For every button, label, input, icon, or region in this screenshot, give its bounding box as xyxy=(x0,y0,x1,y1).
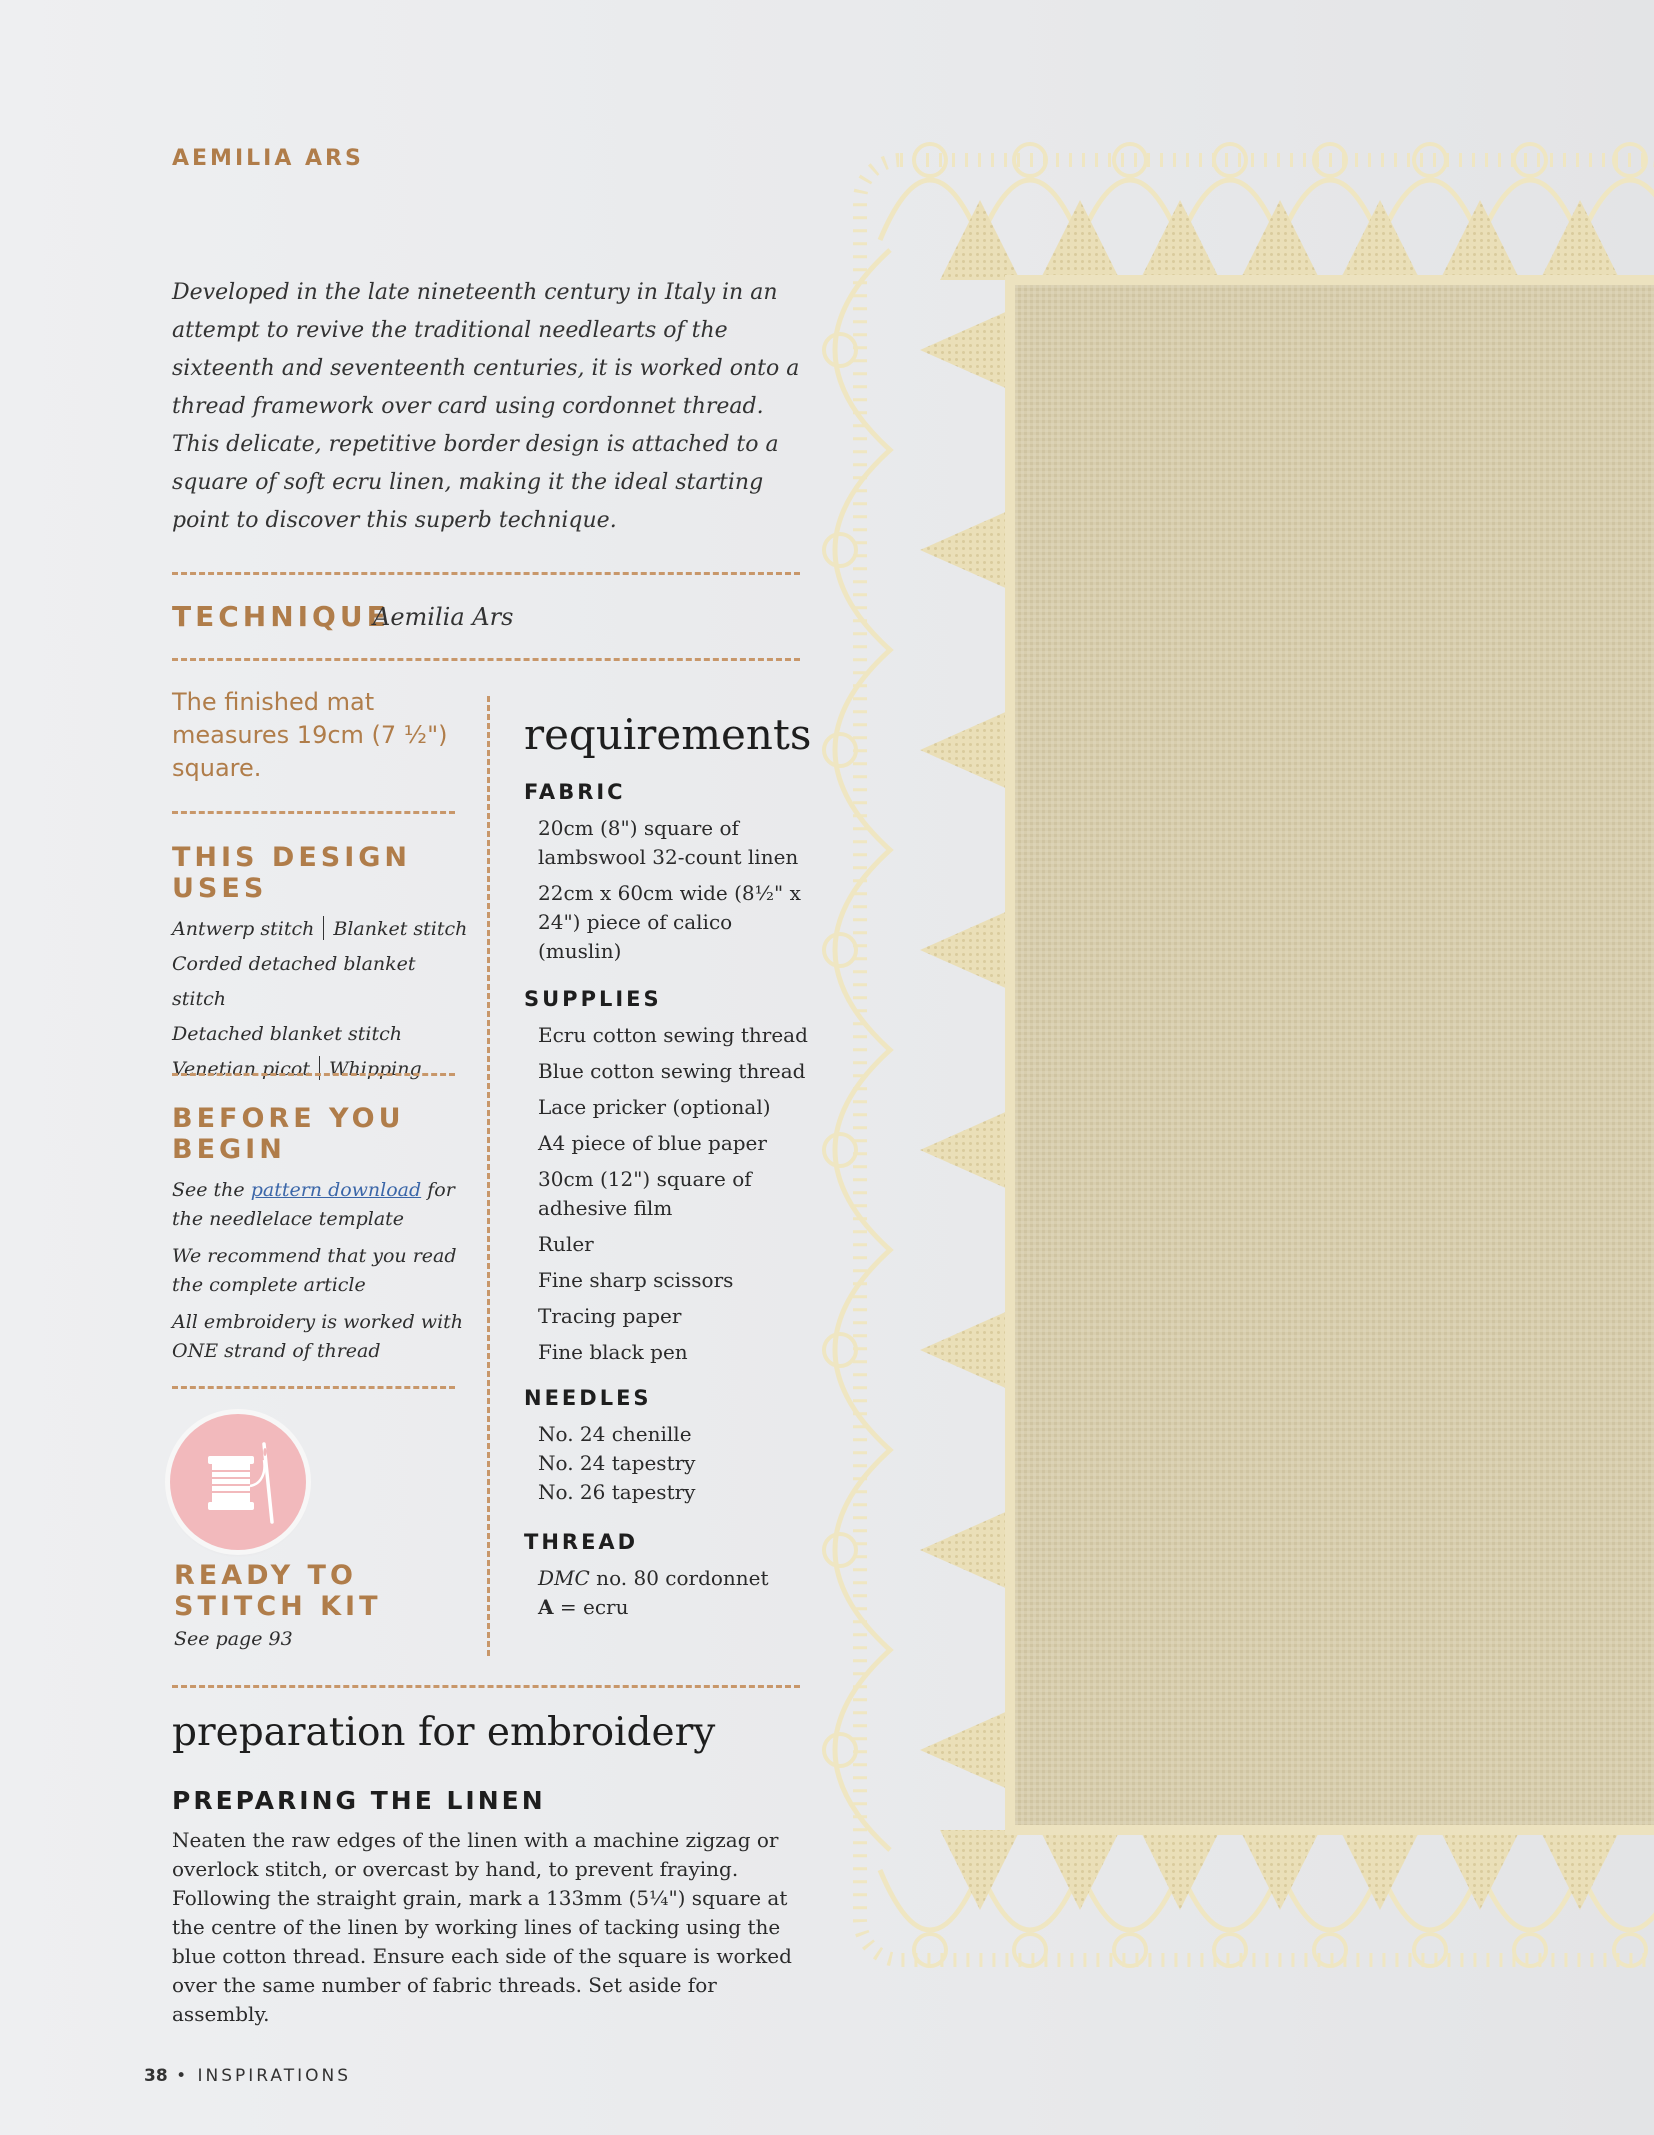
list-item: Lace pricker (optional) xyxy=(538,1095,771,1119)
supplies-list xyxy=(538,1021,808,1374)
design-uses-title: THIS DESIGN USES xyxy=(172,842,412,904)
technique-value: Aemilia Ars xyxy=(373,603,514,631)
supplies-label: SUPPLIES xyxy=(524,987,662,1011)
divider xyxy=(172,1685,800,1688)
lace-mat-photo xyxy=(820,90,1654,2070)
footer-bullet: • xyxy=(176,2066,190,2086)
magazine-name: INSPIRATIONS xyxy=(197,2066,352,2086)
list-item: We recommend that you read the complete article xyxy=(172,1245,457,1296)
pattern-download-link[interactable]: pattern download xyxy=(250,1179,422,1201)
list-item: Antwerp stitch Blanket stitch xyxy=(172,918,468,940)
list-item: No. 26 tapestry xyxy=(538,1480,696,1504)
list-item: No. 24 chenille xyxy=(538,1422,692,1446)
preparation-subtitle: PREPARING THE LINEN xyxy=(172,1786,546,1815)
list-item: DMC no. 80 cordonnet xyxy=(538,1566,769,1590)
list-item: See the pattern download for the needlelace template xyxy=(172,1179,455,1230)
list-item: Tracing paper xyxy=(538,1304,682,1328)
thread-list xyxy=(538,1564,808,1622)
needles-label: NEEDLES xyxy=(524,1386,652,1410)
list-item: 22cm x 60cm wide (8½" x 24") piece of calico (muslin) xyxy=(538,881,801,963)
list-item: Corded detached blanket stitch xyxy=(172,953,416,1010)
design-uses-list xyxy=(172,912,472,1087)
list-item: 20cm (8") square of lambswool 32-count linen xyxy=(538,816,799,869)
thread-label: THREAD xyxy=(524,1530,639,1554)
divider xyxy=(172,811,455,814)
page-number: 38 xyxy=(144,2066,168,2086)
finished-size-note: The finished mat measures 19cm (7 ½") square. xyxy=(172,688,448,782)
kit-subtitle: See page 93 xyxy=(174,1628,293,1650)
needles-list xyxy=(538,1420,808,1507)
list-item: 30cm (12") square of adhesive film xyxy=(538,1167,752,1220)
thread-spool-needle-icon xyxy=(170,1414,306,1550)
kit-title: READY TO STITCH KIT xyxy=(174,1560,382,1622)
requirements-title: requirements xyxy=(524,710,812,759)
fabric-list xyxy=(538,814,808,973)
before-you-begin-list xyxy=(172,1176,472,1374)
list-item: Venetian picot Whipping xyxy=(172,1058,422,1080)
list-item: Fine sharp scissors xyxy=(538,1268,734,1292)
divider xyxy=(172,572,800,575)
list-item: Ecru cotton sewing thread xyxy=(538,1023,808,1047)
list-item: Ruler xyxy=(538,1232,594,1256)
list-item: Blue cotton sewing thread xyxy=(538,1059,806,1083)
page-footer xyxy=(144,2066,351,2086)
divider xyxy=(172,658,800,661)
kit-badge xyxy=(170,1414,306,1550)
fabric-label: FABRIC xyxy=(524,780,626,804)
list-item: Fine black pen xyxy=(538,1340,688,1364)
divider xyxy=(172,1386,455,1389)
before-you-begin-title: BEFORE YOU BEGIN xyxy=(172,1103,405,1165)
preparation-body: Neaten the raw edges of the linen with a machine zigzag or overlock stitch, or overcast by hand, to prevent fraying. Following the straight grain, mark a 133mm (5¼") square at the centre of the linen by working lines of tacking using the blue cotton thread. Ensure each side of the square is worked over the same number of fabric threads. Set aside for assembly. xyxy=(172,1828,792,2026)
divider xyxy=(172,1073,455,1076)
section-eyebrow: AEMILIA ARS xyxy=(172,146,364,171)
column-divider xyxy=(487,696,490,1656)
technique-label: TECHNIQUE xyxy=(172,600,390,633)
list-item: Detached blanket stitch xyxy=(172,1023,402,1045)
preparation-title: preparation for embroidery xyxy=(172,1710,716,1755)
list-item: No. 24 tapestry xyxy=(538,1451,696,1475)
list-item: A = ecru xyxy=(538,1595,629,1619)
list-item: A4 piece of blue paper xyxy=(538,1131,767,1155)
intro-paragraph: Developed in the late nineteenth century in Italy in an attempt to revive the traditional needlearts of the sixteenth and seventeenth centuries, it is worked onto a thread framework over card using cordonnet thread. This delicate, repetitive border design is attached to a square of soft ecru linen, making it the ideal starting point to discover this superb technique. xyxy=(172,280,800,533)
list-item: All embroidery is worked with ONE strand of thread xyxy=(172,1311,464,1362)
